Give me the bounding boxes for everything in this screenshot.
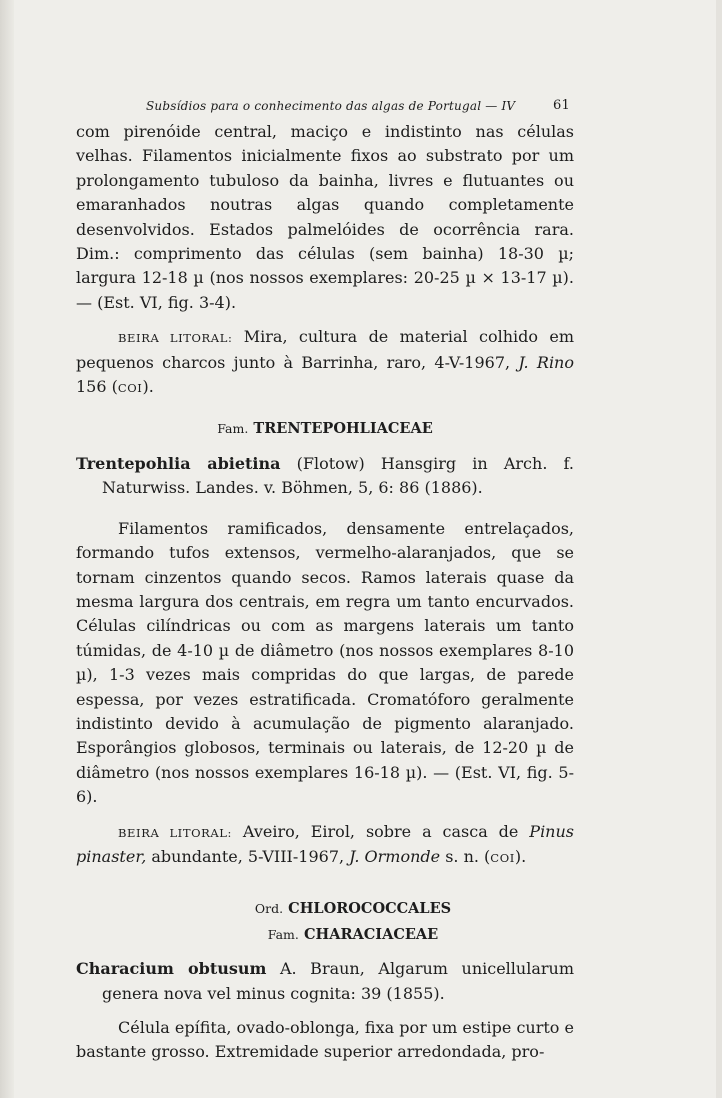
species-entry-2	[76, 957, 574, 1006]
locality-text-2: abundante, 5-VIII-1967,	[146, 846, 350, 866]
locality-paragraph-2	[76, 820, 574, 871]
collector-name: J. Rino	[518, 352, 574, 372]
region-label: BEIRA LITORAL:	[118, 331, 233, 346]
family-heading-2	[76, 922, 574, 947]
page-content	[76, 92, 574, 1065]
herbarium-code: COI	[490, 850, 515, 865]
locality-text: Aveiro, Eirol, sobre a casca de	[232, 821, 530, 841]
host-species: Pinus pinaster,	[76, 821, 574, 866]
description-paragraph-1: com pirenóide central, maciço e indistinto nas células velhas. Filamentos inicialmente fixos ao substrato por um prolongamento tubuloso da bainha, livres e flutuantes ou emaranhados noutras algas quando completamente desenvolvidos. Estados palmelóides de ocorrência rara. Dim.: comprimento das células (sem bainha) 18-30 µ; largura 12-18 µ (nos nossos exemplares: 20-25 µ × 13-17 µ). — (Est. VI, fig. 3-4).	[76, 122, 574, 312]
family-name: CHARACIACEAE	[303, 925, 439, 943]
closing-paren: ).	[142, 377, 154, 397]
species-name: Characium obtusum	[76, 959, 267, 979]
family-heading-1	[76, 416, 574, 441]
species-citation: (Flotow) Hansgirg in Arch. f. Naturwiss. Landes. v. Böhmen, 5, 6: 86 (1886).	[102, 453, 574, 498]
species-name: Trentepohlia abietina	[76, 453, 281, 473]
collection-number: 156 (	[76, 377, 118, 397]
running-head	[76, 92, 574, 120]
rank-label: Ord.	[254, 901, 284, 917]
family-name: TRENTEPOHLIACEAE	[253, 420, 433, 438]
species-entry-1	[76, 452, 574, 501]
page-number: 61	[553, 98, 570, 113]
locality-text: Mira, cultura de material colhido em pequenos charcos junto à Barrinha, raro, 4-V-1967,	[76, 327, 575, 372]
locality-paragraph-1	[76, 325, 574, 400]
running-title: Subsídios para o conhecimento das algas de Portugal — IV	[146, 99, 516, 113]
species-citation: A. Braun, Algarum unicellularum genera nova vel minus cognita: 39 (1855).	[102, 959, 575, 1003]
rank-label: Fam.	[267, 926, 299, 942]
page-binding-edge	[0, 0, 14, 1098]
page-right-edge	[716, 0, 722, 1098]
collection-number: s. n. (	[440, 846, 491, 866]
description-paragraph-2: Filamentos ramificados, densamente entrelaçados, formando tufos extensos, vermelho-alaranjados, que se tornam cinzentos quando secos. Ramos laterais quase da mesma largura dos centrais, em regra um tanto encurvados. Células cilíndricas ou com as margens laterais um tanto túmidas, de 4-10 µ de diâmetro (nos nossos exemplares 8-10 µ), 1-3 vezes mais compridas do que largas, de parede espessa, por vezes estratificada. Cromatóforo geralmente indistinto devido à acumulação de pigmento alaranjado. Esporângios globosos, terminais ou laterais, de 12-20 µ de diâmetro (nos nossos exemplares 16-18 µ). — (Est. VI, fig. 5-6).	[76, 518, 574, 807]
region-label: BEIRA LITORAL:	[118, 825, 232, 840]
herbarium-code: COI	[117, 381, 143, 396]
order-name: CHLOROCOCCALES	[288, 900, 452, 918]
description-paragraph-3: Célula epífita, ovado-oblonga, fixa por um estipe curto e bastante grosso. Extremidade superior arredondada, pro-	[76, 1018, 574, 1062]
closing-paren: ).	[514, 846, 527, 866]
rank-label: Fam.	[217, 421, 249, 437]
collector-name: J. Ormonde	[349, 846, 441, 866]
order-heading	[76, 896, 574, 921]
